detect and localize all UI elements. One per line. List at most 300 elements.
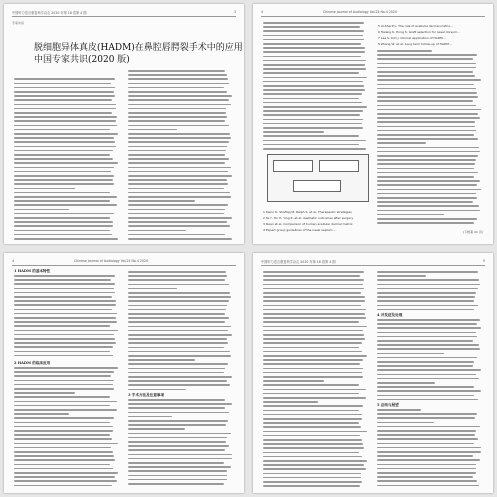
text-line [377,327,481,329]
text-line [14,141,115,143]
text-line [128,372,224,374]
text-line [377,430,476,432]
reference-item: 1 Kwon O, Shafiqq M, Ralph S, et al. Therapeutic strategies [263,210,352,214]
text-line [14,396,110,398]
text-line [14,87,115,89]
text-line [263,414,362,416]
text-line [377,374,476,376]
text-line [128,449,225,451]
text-line [377,168,474,170]
text-line [128,416,172,418]
text-line [128,95,232,97]
text-line [14,355,113,357]
text-line [263,426,361,428]
text-line [263,405,363,407]
text-line [14,392,75,394]
text-line [263,326,367,328]
text-line [377,117,480,119]
text-line [128,146,227,148]
text-line [377,378,479,380]
text-line [14,375,111,377]
text-line [263,418,362,420]
text-line [14,459,115,461]
header-rule [261,16,485,17]
reference-item: 3 Dean et al. Comparison of human acellular dermal matrix [263,222,353,226]
text-line [263,431,367,433]
header-rule [261,265,485,266]
text-line [263,309,366,311]
text-line [377,189,481,191]
text-line [263,89,365,91]
text-line [263,275,360,277]
text-line [128,200,195,202]
text-line [263,334,364,336]
text-line [128,300,229,302]
text-line [263,321,359,323]
text-line [14,426,113,428]
text-line [14,209,69,211]
text-line [377,113,478,115]
text-line [377,197,477,199]
text-line [377,214,444,216]
text-line [263,410,359,412]
text-line [14,371,114,373]
text-line [128,479,227,481]
text-line [128,399,225,401]
text-line [14,104,116,106]
text-line [377,121,475,123]
reference-item: 5 Al-Sharif L. The role of acellular dermal matrix... [378,24,454,28]
text-line [377,63,476,65]
text-line [263,131,324,133]
text-line [263,313,365,315]
text-line [263,443,363,445]
text-line [263,102,362,104]
text-line [14,338,115,340]
text-line [377,455,473,457]
text-line [377,422,434,424]
text-line [128,150,226,152]
text-line [128,376,232,378]
text-line [263,397,366,399]
text-line [263,389,366,391]
text-line [14,401,117,403]
text-line [377,365,473,367]
text-line [14,116,117,118]
section-tag: 专家共识 [12,21,25,25]
text-line [128,196,231,198]
text-line [14,409,117,411]
text-line [14,213,114,215]
text-line [14,464,110,466]
text-line [128,116,227,118]
reference-item: 8 Zhang W, et al. Long term follow-up of HADM... [378,42,452,46]
text-line [128,437,227,439]
text-line [377,142,426,144]
text-line [128,384,230,386]
text-line [128,133,230,135]
text-line [377,222,474,224]
text-line [14,325,110,327]
text-line [128,83,229,85]
text-line [14,472,118,474]
text-line [14,91,114,93]
text-line [14,83,111,85]
text-line [263,435,360,437]
text-line [263,300,365,302]
text-line [263,384,359,386]
text-line [263,338,365,340]
text-line [263,317,366,319]
text-line [128,288,177,290]
text-line [128,279,225,281]
text-line [128,112,226,114]
text-line [128,483,224,485]
text-line [14,125,117,127]
text-line [14,99,112,101]
text-line [128,74,227,76]
text-line [263,85,364,87]
text-line [128,334,232,336]
text-line [14,204,117,206]
text-line [377,151,480,153]
text-line [263,47,365,49]
reference-item: 6 Hwang K, Hong S. Graft selection for nasal dorsum... [378,30,460,34]
section-heading: 5 总结与展望 [377,403,399,407]
text-line [377,271,478,273]
text-line [128,475,227,477]
text-line [377,468,476,470]
text-line [128,129,177,131]
text-line [128,424,226,426]
text-line [263,106,367,108]
text-line [14,451,113,453]
text-line [14,112,112,114]
text-line [377,319,480,321]
text-line [14,279,111,281]
text-line [14,367,118,369]
text-line [14,455,114,457]
text-line [128,104,231,106]
text-line [128,225,230,227]
text-line [128,317,229,319]
text-line [377,79,481,81]
document-title: 脱细胞异体真皮(HADM)在鼻腔唇腭裂手术中的应用 [34,43,243,53]
text-line [377,292,476,294]
text-line [128,171,228,173]
text-line [128,454,232,456]
text-line [263,468,366,470]
text-line [14,292,115,294]
text-line [128,292,230,294]
text-line [14,179,113,181]
text-line [263,127,363,129]
text-line [377,88,476,90]
text-line [128,407,225,409]
text-line [263,464,364,466]
text-line [263,477,361,479]
text-line [128,355,231,357]
text-line [14,430,113,432]
text-line [128,120,225,122]
text-line [14,485,112,487]
text-line [263,296,365,298]
text-line [377,147,479,149]
text-line [377,395,474,397]
text-line [14,150,113,152]
text-line [377,84,474,86]
section-heading: 1 HADM 的基本特性 [14,269,51,273]
text-line [128,217,232,219]
text-line [377,288,478,290]
text-line [128,284,229,286]
text-line [128,154,225,156]
figure-box [319,160,359,172]
text-line [377,413,477,415]
text-line [14,183,114,185]
text-line [263,473,361,475]
text-line [128,441,226,443]
text-line [263,372,362,374]
text-line [128,87,224,89]
text-line [377,369,481,371]
text-line [377,184,477,186]
text-line [263,355,367,357]
text-line [128,78,228,80]
text-line [14,217,110,219]
figure-box [273,160,313,172]
text-line [14,188,75,190]
text-line [377,443,474,445]
text-line [377,300,474,302]
text-line [14,476,115,478]
text-line [128,445,229,447]
text-line [263,123,362,125]
text-line [377,159,476,161]
text-line [14,146,116,148]
text-line [377,58,473,60]
text-line [377,344,479,346]
text-line [128,175,232,177]
text-line [128,167,231,169]
text-line [14,95,115,97]
text-line [263,77,367,79]
text-line [263,68,366,70]
text-line [14,468,113,470]
text-line [263,347,359,349]
header-rule [12,265,236,266]
document-page-4 [253,253,493,493]
text-line [14,405,110,407]
text-line [377,472,476,474]
text-line [377,332,476,334]
text-line [128,368,225,370]
text-line [128,141,229,143]
text-line [263,368,363,370]
text-line [377,386,474,388]
text-line [128,363,228,365]
text-line [128,108,226,110]
text-line [14,221,113,223]
text-line [14,330,118,332]
text-line [128,466,231,468]
text-line [14,162,118,164]
text-line [128,412,229,414]
page-number: 5 [482,259,485,263]
text-line [263,119,363,121]
text-line [377,193,476,195]
text-line [14,288,114,290]
text-line [128,158,229,160]
text-line [128,380,227,382]
text-line [377,451,481,453]
text-line [128,347,224,349]
document-page-3 [4,253,244,493]
text-line [377,464,476,466]
page-header: 4 [12,259,15,263]
text-line [14,296,112,298]
text-line [128,238,232,240]
text-line [263,481,362,483]
text-line [263,56,361,58]
text-line [263,93,362,95]
document-subtitle: 中国专家共识(2020 版) [34,55,130,65]
text-line [377,305,478,307]
text-line [263,447,364,449]
text-line [14,317,116,319]
text-line [14,171,111,173]
text-line [128,321,225,323]
text-line [14,234,112,236]
text-line [128,305,227,307]
text-line [263,359,363,361]
text-line [128,326,231,328]
text-line [377,205,479,207]
text-line [14,137,114,139]
text-line [128,433,231,435]
text-line [128,330,228,332]
text-line [128,338,227,340]
text-line [14,434,110,436]
text-line [377,96,478,98]
text-line [14,443,118,445]
section-heading: 3 手术方法及注意事项 [128,393,165,397]
text-line [263,22,364,24]
text-line [128,91,227,93]
text-line [377,309,474,311]
text-line [377,100,473,102]
text-line [128,271,226,273]
text-line [377,480,477,482]
text-line [128,342,228,344]
text-line [377,126,475,128]
reference-item: 7 Lee S, Kim J. Clinical application of HADM... [378,36,446,40]
text-line [14,388,114,390]
text-line [128,204,228,206]
text-line [14,192,110,194]
text-line [128,230,186,232]
section-heading: 2 HADM 的临床应用 [14,361,51,365]
text-line [263,135,359,137]
text-line [263,330,363,332]
reference-item: 4 Expert group guidelines of the nasal septum ... [263,228,337,232]
text-line [377,210,480,212]
text-line [377,50,432,52]
text-line [14,300,116,302]
text-line [263,81,363,83]
text-line [263,72,359,74]
text-line [14,275,115,277]
text-line [14,309,112,311]
text-line [263,110,363,112]
text-line [14,380,114,382]
text-line [263,380,324,382]
text-line [263,26,360,28]
journal-name: Chinese Journal of Audiology Vol.24 No.4 2020 [74,259,148,263]
text-line [14,334,114,336]
text-line [377,163,475,165]
text-line [128,313,225,315]
text-line [128,137,231,139]
text-line [263,114,360,116]
text-line [14,447,111,449]
text-line [14,321,117,323]
text-line [263,279,364,281]
text-line [128,428,185,430]
text-line [128,234,225,236]
text-line [263,271,364,273]
text-line [263,363,360,365]
text-line [263,393,359,395]
document-page-2 [253,4,493,244]
text-line [14,230,110,232]
text-line [128,183,228,185]
text-line [14,154,110,156]
text-line [14,422,110,424]
text-line [128,403,232,405]
text-line [14,175,114,177]
text-line [128,209,225,211]
figure-box [293,180,341,192]
text-line [377,176,474,178]
text-line [377,348,480,350]
text-line [263,144,359,146]
text-line [377,172,478,174]
document-page-1 [4,4,244,244]
text-line [377,447,481,449]
text-line [128,125,229,127]
text-line [377,340,473,342]
text-line [377,409,421,411]
text-line [14,200,110,202]
text-line [14,313,117,315]
text-line [14,133,118,135]
text-line [377,218,477,220]
text-line [263,305,361,307]
text-line [263,485,360,487]
text-line [14,304,116,306]
text-line [14,480,117,482]
text-line [377,284,480,286]
text-line [14,342,116,344]
text-line [377,485,479,487]
page-header: 中国听力语言康复科学杂志 2020 年第 18 卷第 4 期 [261,260,336,264]
text-line [14,384,113,386]
text-line [263,342,362,344]
text-line [14,238,118,240]
text-line [377,201,473,203]
text-line [263,288,364,290]
